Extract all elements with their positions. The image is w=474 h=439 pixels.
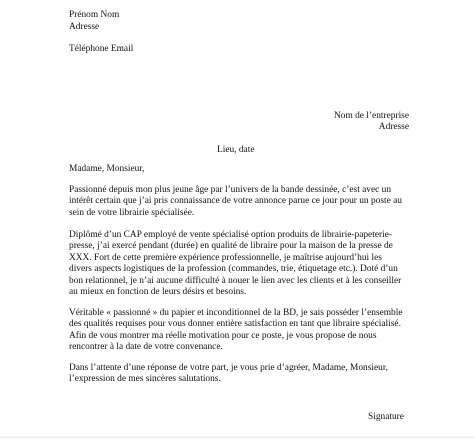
paragraph-line: sein de votre librairie spécialisée.	[69, 207, 195, 218]
place-date: Lieu, date	[217, 145, 255, 155]
paragraph-experience	[69, 230, 429, 298]
sender-address: Adresse	[69, 22, 100, 32]
paragraph-line: intérêt certain que j’ai pris connaissance de votre annonce parue ce jour pour un poste au	[69, 196, 402, 207]
paragraph-motivation	[69, 308, 429, 354]
paragraph-line: rencontrer à la date de votre convenance.	[69, 342, 223, 353]
recipient-address: Adresse	[378, 122, 409, 132]
paragraph-line: bon relationnel, je n’ai aucune difficulté à nouer le lien avec les clients et à les conseiller	[69, 275, 402, 286]
paragraph-line: Afin de vous montrer ma réelle motivation pour ce poste, je vous propose de nous	[69, 330, 377, 341]
paragraph-line: l’expression de mes sincères salutations.	[69, 374, 221, 385]
paragraph-line: Diplômé d’un CAP employé de vente spécialisé option produits de librairie-papeterie-	[69, 230, 392, 240]
paragraph-line: Dans l’attente d’une réponse de votre part, je vous prie d’agréer, Madame, Monsieur,	[69, 363, 388, 373]
paragraph-intro	[69, 185, 429, 219]
salutation: Madame, Monsieur,	[69, 164, 145, 174]
paragraph-line: XXX. Fort de cette première expérience professionnelle, je maîtrise aujourd’hui les	[69, 252, 382, 263]
paragraph-line: Passionné depuis mon plus jeune âge par l’univers de la bande dessinée, c’est avec un	[69, 185, 392, 195]
paragraph-line: au mieux en fonction de leurs désirs et besoins.	[69, 287, 247, 298]
paragraph-line: des qualités requises pour vous donner entière satisfaction en tant que libraire spécialisé.	[69, 319, 401, 330]
signature: Signature	[368, 412, 404, 422]
sender-contact: Téléphone Email	[69, 44, 134, 54]
paragraph-closing	[69, 363, 429, 386]
paragraph-line: Véritable « passionné » du papier et inconditionnel de la BD, je sais posséder l’ensemble	[69, 308, 403, 318]
paragraph-line: divers aspects logistiques de la profession (commandes, trie, étiquetage etc.). Doté d’un	[69, 264, 398, 275]
sender-name: Prénom Nom	[69, 10, 120, 20]
recipient-company: Nom de l’entreprise	[334, 111, 409, 121]
paragraph-line: presse, j’ai exercé pendant (durée) en qualité de libraire pour la maison de la presse de	[69, 241, 393, 252]
